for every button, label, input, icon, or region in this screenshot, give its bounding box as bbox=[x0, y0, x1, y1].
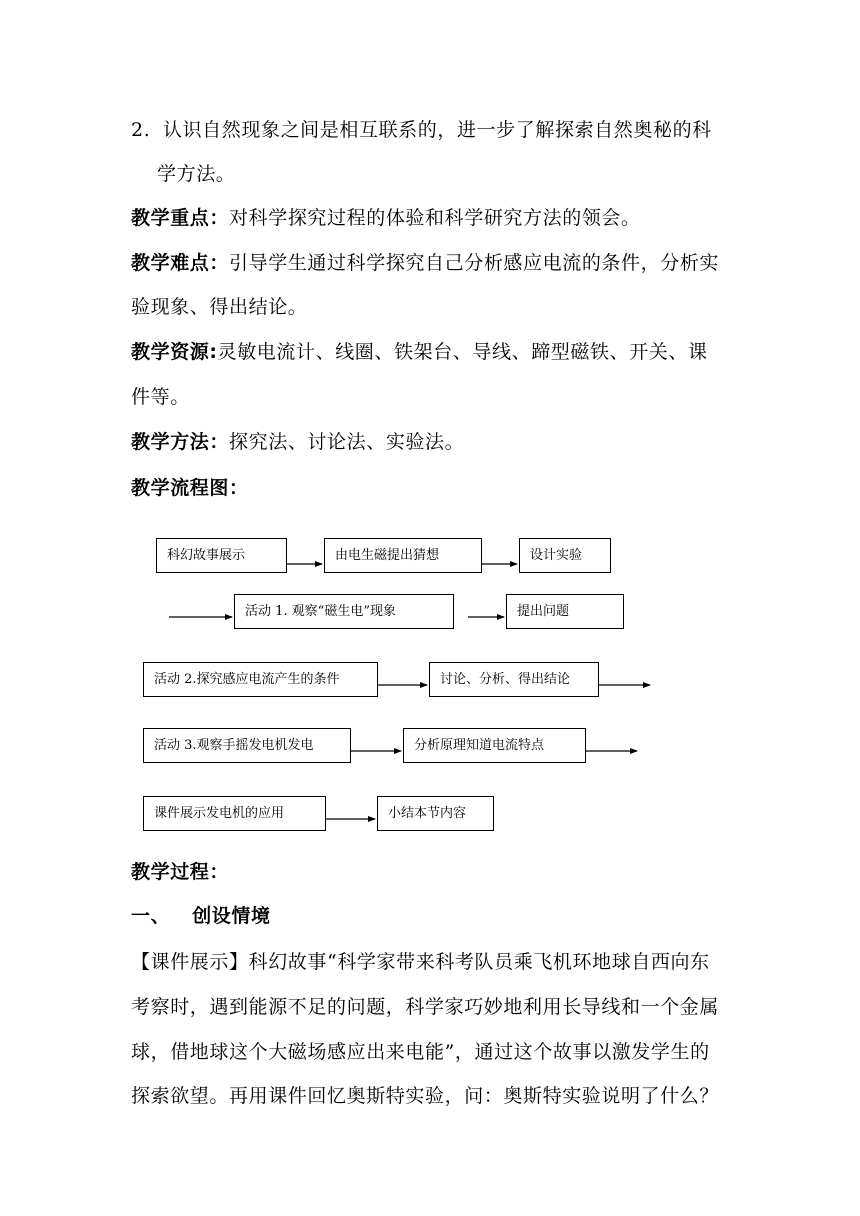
flowchart-title: 教学流程图： bbox=[131, 477, 249, 499]
flow-box-activity-2: 活动 2.探究感应电流产生的条件 bbox=[143, 662, 378, 697]
flow-box-discuss-conclude: 讨论、分析、得出结论 bbox=[429, 662, 599, 697]
teaching-difficulty-label: 教学难点： bbox=[131, 252, 230, 274]
teaching-focus-text: 对科学探究过程的体验和科学研究方法的领会。 bbox=[229, 207, 641, 229]
flow-box-activity-1: 活动 1. 观察“磁生电”现象 bbox=[234, 594, 454, 629]
teaching-difficulty-text-1: 引导学生通过科学探究自己分析感应电流的条件，分析实 bbox=[229, 252, 720, 274]
objective-number: 2. bbox=[131, 119, 151, 141]
teaching-resources-text-1: 灵敏电流计、线圈、铁架台、导线、蹄型磁铁、开关、课 bbox=[217, 341, 708, 363]
teaching-methods-text: 探究法、讨论法、实验法。 bbox=[229, 431, 465, 453]
teaching-resources-label: 教学资源: bbox=[131, 341, 218, 363]
flow-box-scifi-story: 科幻故事展示 bbox=[156, 538, 287, 573]
flow-box-activity-3: 活动 3.观察手摇发电机发电 bbox=[143, 728, 351, 763]
section-1-heading bbox=[131, 904, 271, 928]
flow-box-design-experiment: 设计实验 bbox=[519, 538, 611, 573]
flow-box-summary: 小结本节内容 bbox=[377, 796, 494, 831]
teaching-resources-text-2: 件等。 bbox=[131, 386, 190, 408]
flow-box-raise-question: 提出问题 bbox=[506, 594, 624, 629]
objective-2-line-2: 学方法。 bbox=[157, 163, 236, 185]
paragraph-line-1: 【课件展示】科幻故事“科学家带来科考队员乘飞机环地球自西向东 bbox=[131, 951, 710, 973]
teaching-difficulty-text-2: 验现象、得出结论。 bbox=[131, 296, 308, 318]
section-1-number: 一、 bbox=[131, 905, 171, 927]
teaching-focus-label: 教学重点： bbox=[131, 207, 230, 229]
paragraph-line-3: 球，借地球这个大磁场感应出来电能”，通过这个故事以激发学生的 bbox=[131, 1041, 710, 1063]
objective-text: 认识自然现象之间是相互联系的，进一步了解探索自然奥秘的科 bbox=[162, 119, 712, 141]
flow-box-generator-application: 课件展示发电机的应用 bbox=[143, 796, 326, 831]
paragraph-line-4: 探索欲望。再用课件回忆奥斯特实验，问：奥斯特实验说明了什么？ bbox=[131, 1085, 720, 1107]
teaching-methods-label: 教学方法： bbox=[131, 431, 230, 453]
process-title: 教学过程： bbox=[131, 861, 230, 883]
paragraph-line-2: 考察时，遇到能源不足的问题，科学家巧妙地利用长导线和一个金属 bbox=[131, 996, 720, 1018]
flow-box-analyze-principle: 分析原理知道电流特点 bbox=[403, 728, 586, 763]
section-1-title: 创设情境 bbox=[192, 905, 271, 927]
flow-box-hypothesis: 由电生磁提出猜想 bbox=[324, 538, 482, 573]
